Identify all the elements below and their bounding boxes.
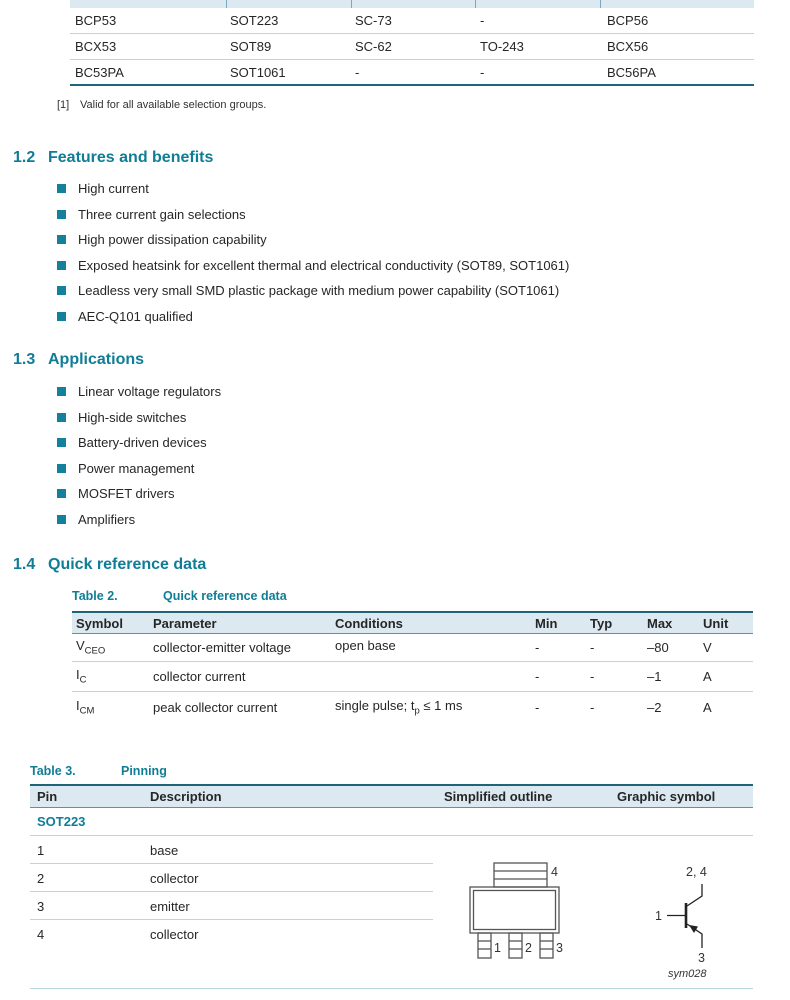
unit-cell: V — [703, 640, 712, 655]
description-cell: collector — [150, 870, 199, 886]
figure-reference-label: sym028 — [668, 968, 707, 980]
table1-footnote — [57, 99, 266, 111]
typ-cell: - — [590, 699, 595, 715]
header-cell: Description — [150, 789, 222, 804]
header-cell: Max — [647, 615, 673, 631]
list-item-text: Power management — [78, 460, 195, 476]
sot223-outline-icon — [458, 856, 574, 964]
bullet-square-icon — [57, 235, 66, 244]
symbol-cell: $I_{CM}$ — [76, 697, 95, 717]
list-item — [57, 379, 221, 405]
package-cell: TO-243 — [480, 39, 524, 54]
table-header-row — [30, 784, 753, 808]
group-label: SOT223 — [37, 814, 86, 829]
table3-bottom-divider — [30, 988, 753, 989]
symbol-cell: $V_{CEO}$ — [76, 638, 106, 657]
header-cell: Simplified outline — [444, 789, 553, 804]
outline-pin2-label: 2 — [525, 941, 532, 955]
symbol-base-label: 1 — [655, 909, 662, 923]
description-cell: base — [150, 842, 179, 858]
caption-title: Quick reference data — [163, 589, 287, 603]
footnote-text: Valid for all available selection groups. — [80, 99, 267, 111]
list-item — [57, 304, 569, 330]
package-cell: SC-73 — [355, 13, 392, 28]
list-item — [57, 202, 569, 228]
section-title: Features and benefits — [48, 149, 214, 166]
list-item-text: Linear voltage regulators — [78, 384, 222, 400]
section-number: 1.4 — [13, 556, 36, 573]
bullet-square-icon — [57, 387, 66, 396]
package-group-row — [30, 808, 753, 836]
footnote-marker: [1] — [57, 99, 70, 111]
type-number-cell: BC53PA — [75, 64, 124, 80]
section-heading-features — [13, 149, 213, 167]
list-item-text: Three current gain selections — [78, 206, 246, 222]
pin-cell: 4 — [37, 926, 45, 942]
list-item-text: High power dissipation capability — [78, 232, 267, 248]
unit-cell: A — [703, 669, 712, 684]
pnp-transistor-icon — [645, 858, 757, 984]
description-cell: collector — [150, 926, 199, 942]
unit-cell: A — [703, 699, 712, 715]
bullet-square-icon — [57, 489, 66, 498]
column-divider — [226, 0, 227, 8]
list-item-text: Exposed heatsink for excellent thermal and electrical conductivity (SOT89, SOT1061) — [78, 257, 570, 273]
section-title: Applications — [48, 351, 145, 368]
table2-caption — [72, 589, 753, 603]
list-item — [57, 507, 221, 533]
typ-cell: - — [590, 669, 595, 684]
bullet-square-icon — [57, 184, 66, 193]
type-number-table — [70, 0, 754, 86]
pin-cell: 3 — [37, 898, 45, 914]
list-item-text: MOSFET drivers — [78, 486, 175, 502]
list-item-text: High current — [78, 181, 149, 197]
package-cell: SC-62 — [355, 39, 392, 54]
table-row — [72, 634, 753, 662]
list-item — [57, 278, 569, 304]
header-cell: Pin — [37, 789, 58, 804]
section-number: 1.2 — [13, 149, 36, 166]
type-number-cell: BCP53 — [75, 13, 117, 28]
caption-label: Table 2. — [72, 589, 118, 603]
symbol-emitter-label: 3 — [698, 951, 705, 965]
type-number-cell: BCX53 — [75, 39, 117, 54]
section-title: Quick reference data — [48, 556, 207, 573]
package-cell: - — [480, 64, 485, 80]
complement-cell: BCP56 — [607, 13, 649, 28]
package-cell: SOT223 — [230, 13, 279, 28]
pin-cell: 1 — [37, 842, 45, 858]
list-item — [57, 456, 221, 482]
parameter-cell: peak collector current — [153, 699, 278, 715]
complement-cell: BCX56 — [607, 39, 649, 54]
header-cell: Min — [535, 615, 558, 631]
table-row — [72, 692, 753, 722]
outline-pin1-label: 1 — [494, 941, 501, 955]
column-divider — [351, 0, 352, 8]
section-heading-quick-reference — [13, 556, 206, 574]
applications-list — [57, 379, 221, 532]
bullet-square-icon — [57, 261, 66, 270]
caption-title: Pinning — [121, 764, 167, 778]
conditions-cell: single pulse; $t_p \le 1$ ms — [335, 697, 463, 717]
bullet-square-icon — [57, 286, 66, 295]
header-cell: Typ — [590, 615, 613, 631]
description-cell: emitter — [150, 898, 190, 914]
section-heading-applications — [13, 351, 144, 369]
list-item — [57, 253, 569, 279]
min-cell: - — [535, 640, 540, 655]
list-item-text: AEC-Q101 qualified — [78, 308, 193, 324]
parameter-cell: collector current — [153, 669, 246, 684]
list-item-text: High-side switches — [78, 409, 187, 425]
header-cell: Parameter — [153, 615, 217, 631]
list-item-text: Battery-driven devices — [78, 435, 207, 451]
bullet-square-icon — [57, 210, 66, 219]
table-row — [70, 60, 754, 86]
list-item — [57, 405, 221, 431]
sot223-package-outline-figure — [458, 856, 574, 967]
min-cell: - — [535, 669, 540, 684]
symbol-collector-label: 2, 4 — [686, 865, 707, 879]
header-cell: Symbol — [76, 615, 123, 631]
package-cell: - — [480, 13, 485, 28]
table2-grid — [72, 611, 753, 722]
column-divider — [475, 0, 476, 8]
bullet-square-icon — [57, 515, 66, 524]
header-cell: Conditions — [335, 615, 403, 631]
max-cell: –80 — [647, 640, 669, 655]
parameter-cell: collector-emitter voltage — [153, 640, 291, 655]
bullet-square-icon — [57, 413, 66, 422]
features-list — [57, 176, 569, 329]
column-divider — [600, 0, 601, 8]
table-row — [70, 8, 754, 34]
min-cell: - — [535, 699, 540, 715]
table-row — [72, 662, 753, 692]
list-item — [57, 176, 569, 202]
table1-header-sliver — [70, 0, 754, 8]
quick-reference-table — [72, 589, 753, 722]
list-item — [57, 430, 221, 456]
bullet-square-icon — [57, 312, 66, 321]
package-cell: SOT89 — [230, 39, 272, 54]
caption-label: Table 3. — [30, 764, 76, 778]
bullet-square-icon — [57, 438, 66, 447]
table-row — [70, 34, 754, 60]
section-number: 1.3 — [13, 351, 36, 368]
pin-cell: 2 — [37, 870, 45, 886]
list-item — [57, 481, 221, 507]
list-item-text: Leadless very small SMD plastic package with medium power capability (SOT1061) — [78, 283, 560, 299]
complement-cell: BC56PA — [607, 64, 656, 80]
typ-cell: - — [590, 640, 595, 655]
bullet-square-icon — [57, 464, 66, 473]
emitter-arrow-icon — [689, 925, 698, 933]
outline-pin3-label: 3 — [556, 941, 563, 955]
conditions-cell: open base — [335, 638, 396, 654]
max-cell: –1 — [647, 669, 662, 684]
package-cell: - — [355, 64, 360, 80]
pnp-transistor-symbol-figure — [645, 858, 757, 987]
header-cell: Unit — [703, 615, 729, 631]
symbol-cell: $I_C$ — [76, 667, 87, 686]
list-item-text: Amplifiers — [78, 511, 136, 527]
outline-pin4-label: 4 — [551, 865, 558, 879]
list-item — [57, 227, 569, 253]
table-header-row — [72, 611, 753, 634]
header-cell: Graphic symbol — [617, 789, 716, 804]
package-cell: SOT1061 — [230, 64, 286, 80]
max-cell: –2 — [647, 699, 662, 715]
table3-caption — [30, 764, 753, 778]
